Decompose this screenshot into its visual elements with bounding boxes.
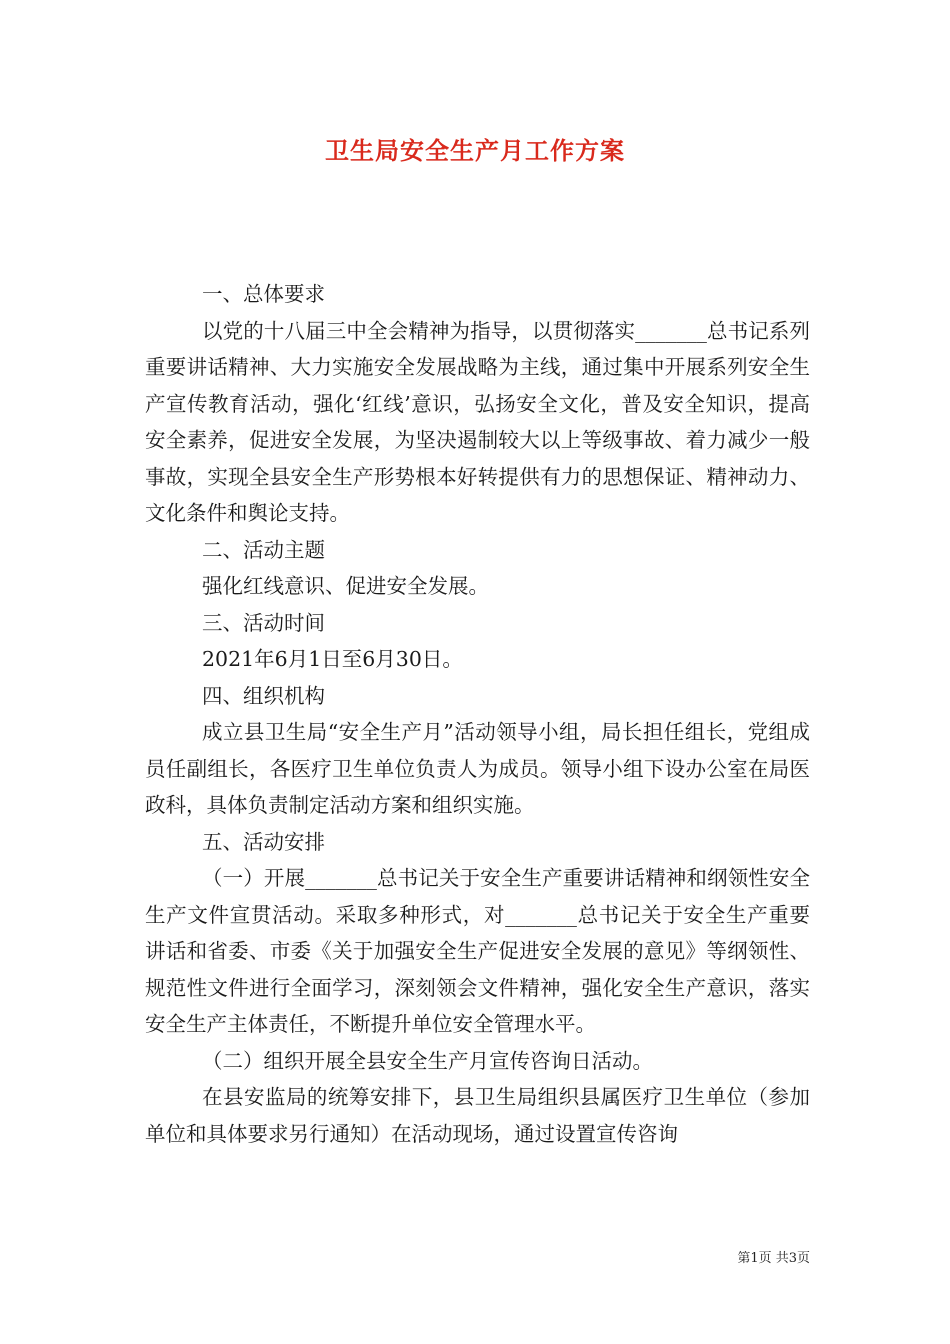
- paragraph-arrangement-2-detail: 在县安监局的统筹安排下，县卫生局组织县属医疗卫生单位（参加单位和具体要求另行通知）在活动现场，通过设置宣传咨询: [145, 1085, 810, 1146]
- paragraph-theme: 强化红线意识、促进安全发展。: [202, 574, 489, 598]
- section-heading-2: 二、活动主题: [202, 537, 325, 562]
- section-heading-5: 五、活动安排: [202, 829, 325, 854]
- section-heading-3: 三、活动时间: [202, 610, 325, 635]
- paragraph-arrangement-2: （二）组织开展全县安全生产月宣传咨询日活动。: [202, 1048, 653, 1073]
- document-title: 卫生局安全生产月工作方案: [325, 136, 625, 165]
- section-heading-1: 一、总体要求: [202, 282, 325, 306]
- paragraph-general-requirements: 以党的十八届三中全会精神为指导，以贯彻落实_______总书记系列重要讲话精神、大力实施安全发展战略为主线，通过集中开展系列安全生产宣传教育活动，强化‘红线’意识，弘扬安全文化，普及安全知识，提高安全素养，促进安全发展，为坚决遏制较大以上等级事故、着力减少一般事故，实现全县安全生产形势根本好转提供有力的思想保证、精神动力、文化条件和舆论支持。: [145, 318, 810, 525]
- paragraph-time: 2021年6月1日至6月30日。: [202, 647, 463, 671]
- page-number: 第1页 共3页: [737, 1251, 810, 1266]
- paragraph-organization: 成立县卫生局“安全生产月”活动领导小组，局长担任组长，党组成员任副组长，各医疗卫生单位负责人为成员。领导小组下设办公室在局医政科，具体负责制定活动方案和组织实施。: [145, 720, 810, 817]
- section-heading-4: 四、组织机构: [202, 683, 325, 708]
- document-body: [145, 276, 810, 1152]
- paragraph-arrangement-1: （一）开展_______总书记关于安全生产重要讲话精神和纲领性安全生产文件宣贯活动。采取多种形式，对_______总书记关于安全生产重要讲话和省委、市委《关于加强安全生产促进安全发展的意见》等纲领性、规范性文件进行全面学习，深刻领会文件精神，强化安全生产意识，落实安全生产主体责任，不断提升单位安全管理水平。: [145, 866, 810, 1036]
